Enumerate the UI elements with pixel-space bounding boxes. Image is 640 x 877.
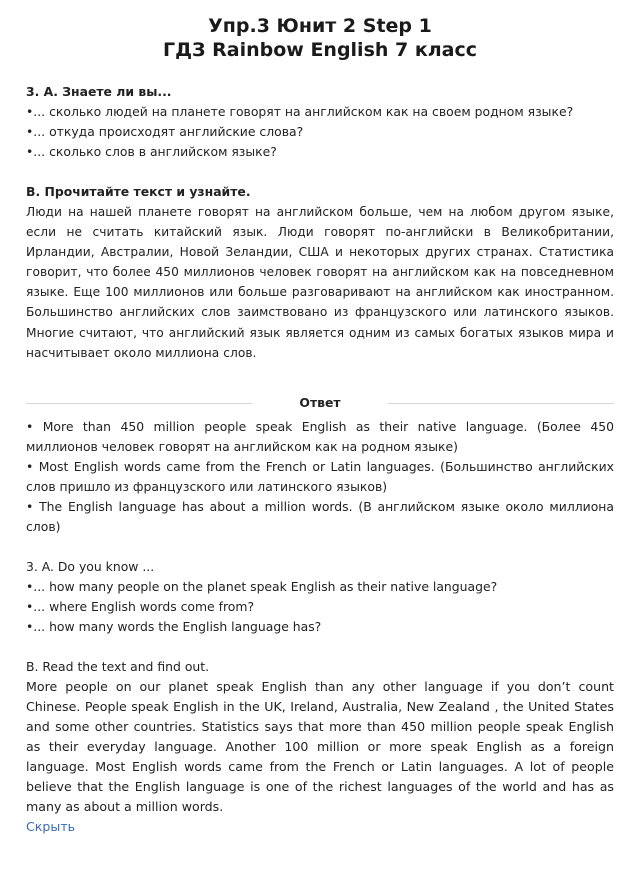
task-a-heading: 3. А. Знаете ли вы...	[26, 84, 172, 99]
task-a-item: •... откуда происходят английские слова?	[26, 124, 304, 139]
task-a-item: •... сколько людей на планете говорят на английском как на своем родном языке?	[26, 104, 574, 119]
answer-item: • More than 450 million people speak English as their native language. (Более 450 миллионов человек говорят на английском как на родном языке)	[26, 418, 614, 454]
divider-line-right	[388, 403, 614, 404]
task-a-section	[26, 82, 614, 162]
task-b-section	[26, 182, 614, 363]
answer-item: • The English language has about a million words. (В английском языке около миллиона слов)	[26, 498, 614, 534]
answer-divider	[26, 393, 614, 413]
eng-a-item: •... how many words the English language has?	[26, 618, 322, 634]
eng-b-text: More people on our planet speak English than any other language if you don’t count Chinese. People speak English in the UK, Ireland, Australia, New Zealand , the United States and some other countries. Statistics says that more than 450 million people speak English as their everyday language. Another 100 million or more speak English as a foreign language. Most English words came from the French or Latin languages. A lot of people believe that the English language is one of the richest languages of the world and has as many as about a million words.	[26, 678, 614, 814]
eng-a-item: •... where English words come from?	[26, 598, 255, 614]
page-title	[26, 0, 614, 62]
eng-a-section	[26, 557, 614, 637]
eng-b-heading: B. Read the text and find out.	[26, 658, 210, 674]
task-b-heading: B. Прочитайте текст и узнайте.	[26, 184, 251, 199]
answer-label: Ответ	[299, 394, 341, 410]
title-line-1: Упр.3 Юнит 2 Step 1	[208, 15, 432, 37]
eng-a-heading: 3. A. Do you know ...	[26, 558, 155, 574]
eng-a-item: •... how many people on the planet speak English as their native language?	[26, 578, 498, 594]
answer-item: • Most English words came from the French or Latin languages. (Большинство английских слов пришло из французского или латинского языков)	[26, 458, 614, 494]
eng-b-section	[26, 657, 614, 817]
title-line-2: ГДЗ Rainbow English 7 класс	[162, 39, 478, 61]
task-b-text: Люди на нашей планете говорят на английском больше, чем на любом другом языке, если не считать китайский язык. Люди говорят по-английски в Великобритании, Ирландии, Австралии, Новой Зеландии, США и некоторых других странах. Статистика говорит, что более 450 миллионов человек говорят на английском как на повседневном языке. Еще 100 миллионов или больше разговаривают на английском как иностранном. Большинство английских слов заимствовано из французского или латинского языков. Многие считают, что английский язык является одним из самых богатых языков мира и насчитывает около миллиона слов.	[26, 205, 614, 360]
answer-list	[26, 417, 614, 537]
task-a-item: •... сколько слов в английском языке?	[26, 144, 277, 159]
hide-link[interactable]: Скрыть	[26, 818, 76, 834]
